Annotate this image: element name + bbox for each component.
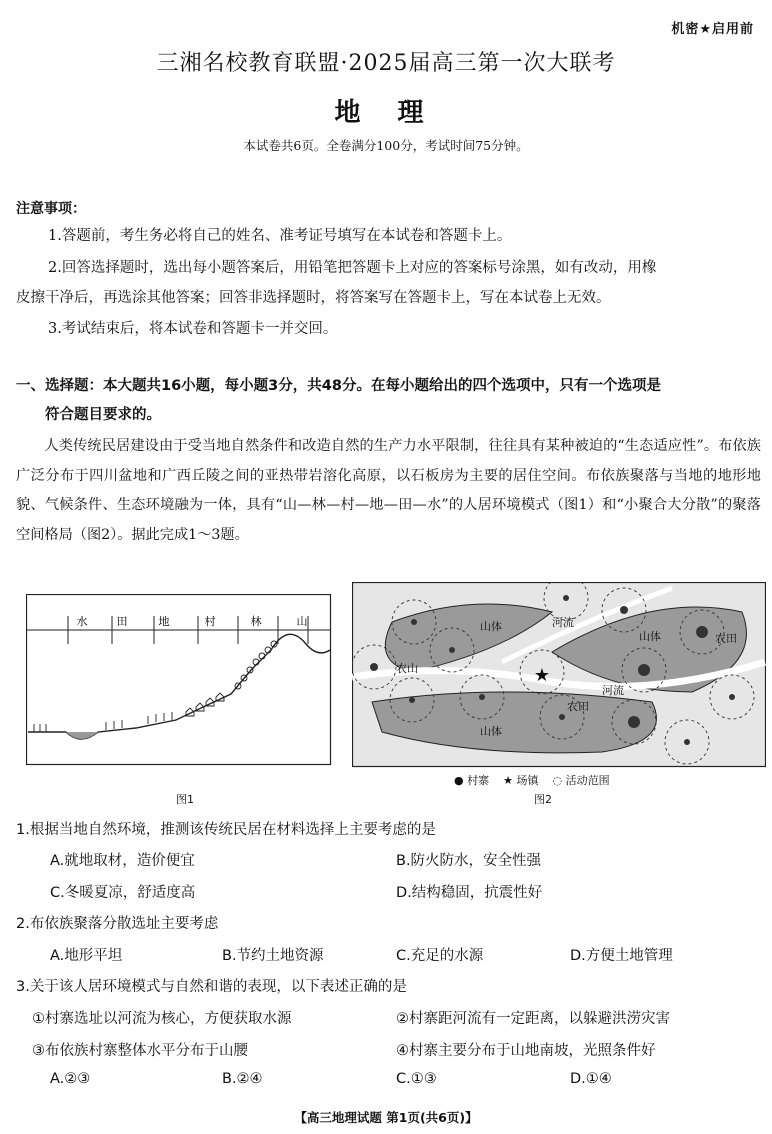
q3-statement-4: ④村寨主要分布于山地南坡，光照条件好 <box>396 1043 656 1059</box>
figure-2-caption: 图2 <box>534 793 552 806</box>
question-2-stem: 2.布依族聚落分散选址主要考虑 <box>16 916 219 932</box>
label-river-1: 河流 <box>552 616 574 629</box>
zone-paddy: 田 <box>116 615 128 628</box>
question-1-stem: 1.根据当地自然环境，推测该传统民居在材料选择上主要考虑的是 <box>16 822 436 838</box>
q2-option-d: D.方便土地管理 <box>570 948 673 964</box>
section-heading-line1: 一、选择题：本大题共16小题，每小题3分，共48分。在每小题给出的四个选项中，只有一个选项是 <box>16 378 661 394</box>
notice-item-2-cont: 皮擦干净后，再选涂其他答案；回答非选择题时，将答案写在答题卡上，写在本试卷上无效。 <box>16 290 611 306</box>
notice-item-2: 2.回答选择题时，选出每小题答案后，用铅笔把答题卡上对应的答案标号涂黑，如有改动，用橡 <box>48 260 657 276</box>
exam-title: 三湘名校教育联盟·2025届高三第一次大联考 <box>156 51 616 76</box>
section-heading-line2: 符合题目要求的。 <box>45 407 161 423</box>
q2-option-b: B.节约土地资源 <box>222 948 324 964</box>
zone-water: 水 <box>76 615 88 628</box>
label-farmland-2: 农田 <box>715 632 737 645</box>
zone-dryland: 地 <box>158 615 170 628</box>
label-farmland-short: 农山 <box>396 662 418 675</box>
legend-town: ★ 场镇 <box>503 774 539 787</box>
q3-statement-3: ③布依族村寨整体水平分布于山腰 <box>32 1043 248 1059</box>
subject-title: 地 理 <box>334 98 438 128</box>
q2-option-c: C.充足的水源 <box>396 948 484 964</box>
q1-option-b: B.防火防水，安全性强 <box>396 853 542 869</box>
q3-option-b: B.②④ <box>222 1071 263 1087</box>
figure-2-legend <box>454 772 610 788</box>
confidential-mark: 机密★启用前 <box>671 22 754 37</box>
town-star-icon: ★ <box>533 665 551 686</box>
q1-option-a: A.就地取材，造价便宜 <box>50 853 195 869</box>
notice-item-3: 3.考试结束后，将本试卷和答题卡一并交回。 <box>48 321 338 337</box>
notice-item-1: 1.答题前，考生务必将自己的姓名、准考证号填写在本试卷和答题卡上。 <box>48 228 512 244</box>
q3-option-a: A.②③ <box>50 1071 91 1087</box>
q3-statement-2: ②村寨距河流有一定距离，以躲避洪涝灾害 <box>396 1011 670 1027</box>
legend-range: ◌ 活动范围 <box>552 774 610 787</box>
village-dot-icon: ● <box>454 774 464 787</box>
exam-info: 本试卷共6页。全卷满分100分，考试时间75分钟。 <box>243 138 529 153</box>
label-mountain-2: 山体 <box>639 630 661 643</box>
q1-option-c: C.冬暖夏凉，舒适度高 <box>50 885 196 901</box>
q3-statement-1: ①村寨选址以河流为核心，方便获取水源 <box>32 1011 292 1027</box>
dashed-circle-icon: ◌ <box>552 774 563 787</box>
q2-option-a: A.地形平坦 <box>50 948 123 964</box>
figure-2-settlement-map <box>352 582 766 772</box>
label-mountain-3: 山体 <box>480 725 502 738</box>
page-footer: 【高三地理试题 第1页(共6页)】 <box>294 1110 478 1125</box>
label-river-2: 河流 <box>602 684 624 697</box>
question-3-stem: 3.关于该人居环境模式与自然和谐的表现，以下表述正确的是 <box>16 979 407 995</box>
notice-heading: 注意事项： <box>16 201 86 217</box>
figure-1-profile <box>26 594 332 766</box>
legend-village: ● 村寨 <box>454 774 490 787</box>
q3-option-d: D.①④ <box>570 1071 612 1087</box>
label-mountain-1: 山体 <box>480 620 502 633</box>
q3-option-c: C.①③ <box>396 1071 437 1087</box>
zone-forest: 林 <box>250 615 262 628</box>
material-paragraph: 人类传统民居建设由于受当地自然条件和改造自然的生产力水平限制，往往具有某种被迫的“生态适应性”。布依族广泛分布于四川盆地和广西丘陵之间的亚热带岩溶化高原，以石板房为主要的居住空间。布依族聚落与当地的地形地貌、气候条件、生态环境融为一体，具有“山—林—村—地—田—水”的人居环境模式（图1）和“小聚合大分散”的聚落空间格局（图2）。据此完成1～3题。 <box>16 438 761 543</box>
star-icon: ★ <box>503 774 513 787</box>
q1-option-d: D.结构稳固，抗震性好 <box>396 885 543 901</box>
figure-1-caption: 图1 <box>176 793 194 806</box>
section-heading <box>16 372 761 430</box>
zone-village: 村 <box>204 615 216 628</box>
label-farmland-1: 农田 <box>567 700 589 713</box>
zone-mountain: 山 <box>296 615 308 628</box>
